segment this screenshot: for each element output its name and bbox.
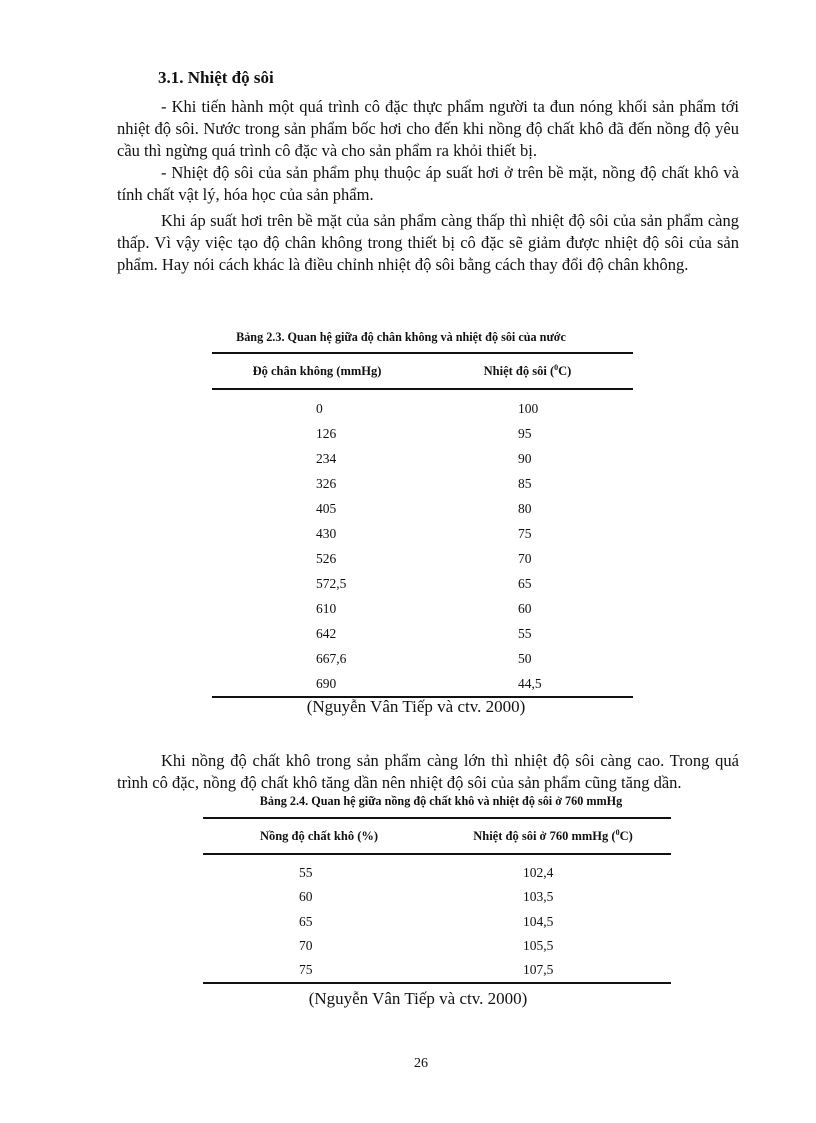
table-cell-boiling-point: 44,5 (422, 671, 633, 697)
table-cell-boiling-point: 70 (518, 550, 532, 566)
column-header-unit: C) (558, 364, 572, 378)
table-row (212, 596, 633, 621)
table-row (212, 571, 633, 596)
table-cell-boiling-point: 55 (518, 625, 532, 641)
table-cell-input: 642 (316, 625, 337, 641)
table-row (212, 646, 633, 671)
table-row (212, 496, 633, 521)
table-cell-boiling-point: 50 (518, 650, 532, 666)
table-cell-boiling-point: 103,5 (523, 889, 554, 905)
table-header-row (203, 818, 671, 854)
table-body (212, 389, 633, 697)
table-row (212, 446, 633, 471)
column-header (435, 818, 671, 854)
table-row (212, 471, 633, 496)
table-row (203, 958, 671, 983)
table-cell-input: 55 (299, 865, 313, 881)
page-number: 26 (414, 1056, 428, 1071)
table-cell-input: 526 (316, 550, 337, 566)
table-cell-boiling-point: 104,5 (523, 913, 554, 929)
table-cell-boiling-point: 85 (518, 475, 532, 491)
table-cell-input: 234 (316, 450, 337, 466)
table-row (212, 389, 633, 421)
table-cell-input: 690 (212, 671, 422, 697)
table-row (212, 546, 633, 571)
column-header-unit: C) (619, 829, 633, 843)
table-row (203, 885, 671, 909)
table-cell-input: 65 (299, 913, 313, 929)
table-cell-boiling-point: 75 (518, 525, 532, 541)
table-caption: Bảng 2.4. Quan hệ giữa nồng độ chất khô và nhiệt độ sôi ở 760 mmHg (259, 794, 623, 808)
paragraph: - Khi tiến hành một quá trình cô đặc thực phẩm người ta đun nóng khối sản phẩm tới nhiệt độ sôi. Nước trong sản phẩm bốc hơi cho đến khi nồng độ chất khô đã đến nồng độ yêu cầu thì ngừng quá trình cô đặc và cho sản phẩm ra khỏi thiết bị. (117, 97, 739, 160)
paragraph: Khi áp suất hơi trên bề mặt của sản phẩm càng thấp thì nhiệt độ sôi của sản phẩm càng thấp. Vì vậy việc tạo độ chân không trong thiết bị cô đặc sẽ giảm được nhiệt độ sôi của sản phẩm. Hay nói cách khác là điều chỉnh nhiệt độ sôi bằng cách thay đổi độ chân không. (117, 211, 739, 274)
table-cell-boiling-point: 95 (518, 425, 532, 441)
table-cell-boiling-point: 107,5 (435, 958, 671, 983)
table-header-row (212, 353, 633, 389)
table-cell-input: 70 (299, 938, 313, 954)
table-source: (Nguyễn Vân Tiếp và ctv. 2000) (306, 697, 526, 716)
table-cell-boiling-point: 102,4 (523, 865, 554, 881)
column-header-text: Nhiệt độ sôi ở 760 mmHg ( (473, 829, 616, 843)
table-row (212, 521, 633, 546)
table-cell-boiling-point: 60 (518, 600, 532, 616)
table-cell-boiling-point: 90 (518, 450, 532, 466)
column-header (422, 353, 633, 389)
table-row (203, 934, 671, 958)
table-cell-boiling-point: 105,5 (523, 938, 554, 954)
table-source: (Nguyễn Vân Tiếp và ctv. 2000) (308, 989, 528, 1008)
degree-superscript: 0 (615, 828, 620, 837)
column-header: Nồng độ chất khô (%) (203, 818, 435, 854)
table-row (212, 421, 633, 446)
table-caption: Bảng 2.3. Quan hệ giữa độ chân không và nhiệt độ sôi của nước (236, 330, 566, 344)
table-cell-input: 60 (299, 889, 313, 905)
table-cell-input: 610 (316, 600, 337, 616)
table-cell-input: 75 (203, 958, 435, 983)
paragraph: - Nhiệt độ sôi của sản phẩm phụ thuộc áp suất hơi ở trên bề mặt, nồng độ chất khô và tính chất vật lý, hóa học của sản phẩm. (117, 163, 739, 204)
column-header-text: Nhiệt độ sôi ( (483, 364, 555, 378)
table-cell-input: 0 (316, 400, 323, 416)
table-row (212, 671, 633, 697)
vacuum-boiling-table (212, 352, 633, 698)
table-row (203, 910, 671, 934)
concentration-boiling-table (203, 817, 671, 984)
table-cell-boiling-point: 65 (518, 575, 532, 591)
table-cell-boiling-point: 80 (518, 500, 532, 516)
section-heading: 3.1. Nhiệt độ sôi (158, 68, 274, 87)
column-header: Độ chân không (mmHg) (212, 353, 422, 389)
table-cell-input: 326 (316, 475, 337, 491)
paragraph: Khi nồng độ chất khô trong sản phẩm càng lớn thì nhiệt độ sôi càng cao. Trong quá trình cô đặc, nồng độ chất khô tăng dần nên nhiệt độ sôi của sản phẩm cũng tăng dần. (117, 751, 739, 792)
table-cell-input: 126 (316, 425, 337, 441)
degree-superscript: 0 (554, 363, 559, 372)
table-cell-boiling-point: 100 (518, 400, 539, 416)
table-body (203, 854, 671, 983)
table-cell-input: 405 (316, 500, 337, 516)
table-cell-input: 430 (316, 525, 337, 541)
table-cell-input: 667,6 (316, 650, 347, 666)
table-cell-input: 572,5 (316, 575, 347, 591)
table-row (212, 621, 633, 646)
table-row (203, 854, 671, 885)
